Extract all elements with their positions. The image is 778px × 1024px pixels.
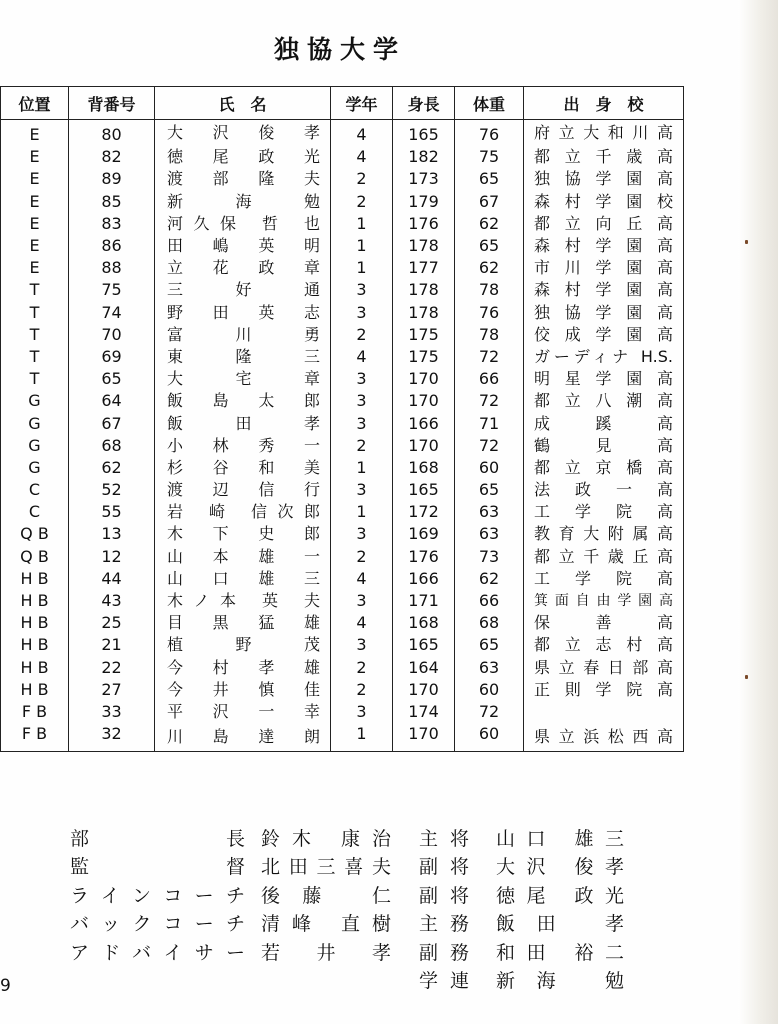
player-height: 168 (393, 612, 455, 634)
player-position: E (1, 146, 69, 168)
player-year: 3 (331, 701, 393, 723)
table-row (1, 546, 684, 568)
player-name: 小 林 秀 一 (155, 435, 331, 457)
player-school: 正則学院高 (524, 679, 684, 701)
player-name: 山 口 雄 三 (155, 568, 331, 590)
player-weight: 63 (455, 523, 524, 545)
header-height: 身長 (393, 87, 455, 120)
student-name: 新海 勉 (496, 970, 624, 993)
player-number: 89 (69, 168, 155, 190)
player-position: T (1, 279, 69, 301)
staff-row (70, 937, 624, 966)
player-height: 177 (393, 257, 455, 279)
player-position: E (1, 191, 69, 213)
player-position: H B (1, 657, 69, 679)
player-weight: 72 (455, 435, 524, 457)
player-position: E (1, 120, 69, 147)
player-height: 166 (393, 568, 455, 590)
player-school: 工 学 院 高 (524, 568, 684, 590)
player-year: 3 (331, 590, 393, 612)
player-weight: 65 (455, 634, 524, 656)
player-number: 80 (69, 120, 155, 147)
staff-spacer (391, 823, 419, 852)
player-position: T (1, 302, 69, 324)
player-number: 33 (69, 701, 155, 723)
player-weight: 63 (455, 657, 524, 679)
table-row (1, 346, 684, 368)
page-edge (738, 0, 778, 1024)
player-number: 67 (69, 412, 155, 434)
player-name: 三 好 通 (155, 279, 331, 301)
table-row (1, 324, 684, 346)
staff-spacer (469, 909, 496, 938)
player-position: G (1, 390, 69, 412)
player-height: 168 (393, 457, 455, 479)
staff-name: 清峰 直樹 (261, 913, 391, 936)
staff-body (70, 823, 624, 994)
player-year: 1 (331, 257, 393, 279)
staff-name: 北田三喜夫 (261, 856, 391, 879)
player-school: 都立千歳高 (524, 146, 684, 168)
table-row (1, 146, 684, 168)
player-height: 175 (393, 346, 455, 368)
table-row (1, 435, 684, 457)
table-row (1, 213, 684, 235)
player-school (524, 701, 684, 723)
header-year: 学年 (331, 87, 393, 120)
student-name: 和田 裕二 (496, 941, 624, 964)
staff-spacer (391, 852, 419, 881)
player-school: 保 善 高 (524, 612, 684, 634)
player-weight: 78 (455, 279, 524, 301)
player-name: 渡 辺 信 行 (155, 479, 331, 501)
player-school: 教育大附属高 (524, 523, 684, 545)
player-position: G (1, 412, 69, 434)
player-year: 1 (331, 457, 393, 479)
player-position: E (1, 213, 69, 235)
player-name: 岩 崎 信次郎 (155, 501, 331, 523)
player-weight: 60 (455, 679, 524, 701)
player-year: 3 (331, 412, 393, 434)
player-number: 32 (69, 723, 155, 752)
player-name: 立 花 政 章 (155, 257, 331, 279)
player-school: 都立志村高 (524, 634, 684, 656)
player-school: 独協学園高 (524, 168, 684, 190)
roster-header-row (1, 87, 684, 120)
player-number: 68 (69, 435, 155, 457)
table-row (1, 723, 684, 752)
player-name: 大 沢 俊 孝 (155, 120, 331, 147)
player-name: 川 島 達 朗 (155, 723, 331, 752)
player-school: 箕面自由学園高 (524, 590, 684, 612)
player-weight: 65 (455, 479, 524, 501)
staff-row (70, 823, 624, 852)
player-name: 富 川 勇 (155, 324, 331, 346)
player-year: 3 (331, 479, 393, 501)
player-height: 178 (393, 302, 455, 324)
player-name: 今 井 慎 佳 (155, 679, 331, 701)
player-height: 173 (393, 168, 455, 190)
player-name: 田 嶋 英 明 (155, 235, 331, 257)
player-year: 2 (331, 191, 393, 213)
player-height: 182 (393, 146, 455, 168)
player-school: 府立大和川高 (524, 120, 684, 147)
player-year: 3 (331, 634, 393, 656)
player-year: 1 (331, 235, 393, 257)
player-year: 2 (331, 657, 393, 679)
paper-speck (745, 675, 748, 679)
player-height: 170 (393, 390, 455, 412)
student-name: 山口 雄三 (496, 827, 624, 850)
table-row (1, 612, 684, 634)
player-weight: 65 (455, 168, 524, 190)
player-school: ガーディナ H.S. (524, 346, 684, 368)
student-role: 副将 (419, 856, 469, 879)
player-number: 74 (69, 302, 155, 324)
player-height: 176 (393, 546, 455, 568)
player-school: 都立京橋高 (524, 457, 684, 479)
staff-name: 鈴木 康治 (261, 827, 391, 850)
player-name: 河久保 哲 也 (155, 213, 331, 235)
player-weight: 68 (455, 612, 524, 634)
player-name: 飯 田 孝 (155, 412, 331, 434)
player-position: T (1, 368, 69, 390)
player-weight: 72 (455, 701, 524, 723)
player-weight: 73 (455, 546, 524, 568)
player-year: 3 (331, 302, 393, 324)
player-weight: 60 (455, 723, 524, 752)
player-height: 172 (393, 501, 455, 523)
player-weight: 66 (455, 368, 524, 390)
player-weight: 76 (455, 302, 524, 324)
player-number: 25 (69, 612, 155, 634)
player-position: G (1, 457, 69, 479)
staff-table (70, 823, 624, 994)
player-height: 179 (393, 191, 455, 213)
player-height: 165 (393, 120, 455, 147)
page-number: 9 (0, 976, 11, 996)
player-position: T (1, 346, 69, 368)
player-number: 75 (69, 279, 155, 301)
table-row (1, 657, 684, 679)
player-school: 明星学園高 (524, 368, 684, 390)
header-name: 氏 名 (155, 87, 331, 120)
player-weight: 71 (455, 412, 524, 434)
player-school: 工 学 院 高 (524, 501, 684, 523)
table-row (1, 412, 684, 434)
player-weight: 66 (455, 590, 524, 612)
player-year: 1 (331, 723, 393, 752)
table-row (1, 368, 684, 390)
student-role: 副務 (419, 941, 469, 964)
player-weight: 72 (455, 390, 524, 412)
player-height: 165 (393, 634, 455, 656)
page-title: 独協大学 (273, 35, 406, 64)
player-height: 171 (393, 590, 455, 612)
player-name: 渡 部 隆 夫 (155, 168, 331, 190)
player-weight: 75 (455, 146, 524, 168)
staff-spacer (391, 937, 419, 966)
player-year: 4 (331, 612, 393, 634)
player-year: 4 (331, 146, 393, 168)
player-name: 目 黒 猛 雄 (155, 612, 331, 634)
player-school: 県立春日部高 (524, 657, 684, 679)
player-year: 3 (331, 523, 393, 545)
staff-spacer (391, 909, 419, 938)
table-row (1, 479, 684, 501)
player-weight: 62 (455, 213, 524, 235)
player-school: 森村学園高 (524, 279, 684, 301)
player-name: 平 沢 一 幸 (155, 701, 331, 723)
player-height: 164 (393, 657, 455, 679)
player-height: 175 (393, 324, 455, 346)
player-weight: 78 (455, 324, 524, 346)
player-school: 森村学園校 (524, 191, 684, 213)
player-number: 52 (69, 479, 155, 501)
student-role: 副将 (419, 884, 469, 907)
player-height: 176 (393, 213, 455, 235)
staff-role: バックコーチ (70, 913, 245, 936)
student-name: 大沢 俊孝 (496, 856, 624, 879)
staff-role: 部 長 (70, 827, 245, 850)
player-number: 83 (69, 213, 155, 235)
header-position: 位置 (1, 87, 69, 120)
player-year: 2 (331, 168, 393, 190)
staff-role: ラインコーチ (70, 884, 245, 907)
staff-name: 若 井 孝 (261, 941, 391, 964)
player-height: 170 (393, 723, 455, 752)
staff-name: 後藤 仁 (261, 884, 391, 907)
player-year: 4 (331, 120, 393, 147)
player-position: H B (1, 612, 69, 634)
player-position: G (1, 435, 69, 457)
staff-spacer (469, 880, 496, 909)
staff-spacer (391, 880, 419, 909)
player-position: T (1, 324, 69, 346)
player-school: 法 政 一 高 (524, 479, 684, 501)
header-weight: 体重 (455, 87, 524, 120)
player-year: 2 (331, 435, 393, 457)
player-height: 170 (393, 435, 455, 457)
paper-speck (745, 240, 748, 244)
table-row (1, 568, 684, 590)
table-row (1, 679, 684, 701)
staff-spacer (469, 823, 496, 852)
player-name: 野 田 英 志 (155, 302, 331, 324)
staff-row (70, 909, 624, 938)
player-position: H B (1, 679, 69, 701)
table-row (1, 235, 684, 257)
player-position: H B (1, 634, 69, 656)
player-school: 市川学園高 (524, 257, 684, 279)
player-height: 166 (393, 412, 455, 434)
player-number: 70 (69, 324, 155, 346)
student-name: 飯田 孝 (496, 913, 624, 936)
player-position: H B (1, 568, 69, 590)
player-year: 2 (331, 679, 393, 701)
player-weight: 62 (455, 568, 524, 590)
player-weight: 65 (455, 235, 524, 257)
player-number: 88 (69, 257, 155, 279)
player-position: E (1, 235, 69, 257)
player-height: 170 (393, 368, 455, 390)
table-row (1, 701, 684, 723)
player-height: 178 (393, 279, 455, 301)
player-weight: 60 (455, 457, 524, 479)
student-role: 主務 (419, 913, 469, 936)
player-year: 1 (331, 213, 393, 235)
player-number: 12 (69, 546, 155, 568)
table-row (1, 191, 684, 213)
player-number: 27 (69, 679, 155, 701)
staff-role: 監 督 (70, 856, 245, 879)
player-school: 鶴 見 高 (524, 435, 684, 457)
header-number: 背番号 (69, 87, 155, 120)
player-school: 都立千歳丘高 (524, 546, 684, 568)
player-position: H B (1, 590, 69, 612)
table-row (1, 501, 684, 523)
table-row (1, 168, 684, 190)
table-row (1, 590, 684, 612)
player-year: 1 (331, 501, 393, 523)
staff-row (70, 852, 624, 881)
table-row (1, 634, 684, 656)
table-row (1, 279, 684, 301)
player-name: 新 海 勉 (155, 191, 331, 213)
player-height: 178 (393, 235, 455, 257)
player-number: 65 (69, 368, 155, 390)
player-year: 4 (331, 346, 393, 368)
player-year: 2 (331, 546, 393, 568)
player-number: 85 (69, 191, 155, 213)
player-number: 13 (69, 523, 155, 545)
player-school: 県立浜松西高 (524, 723, 684, 752)
table-row (1, 120, 684, 147)
player-number: 44 (69, 568, 155, 590)
player-school: 独協学園高 (524, 302, 684, 324)
student-name: 徳尾 政光 (496, 884, 624, 907)
player-name: 植 野 茂 (155, 634, 331, 656)
player-name: 山 本 雄 一 (155, 546, 331, 568)
player-name: 木ノ本 英 夫 (155, 590, 331, 612)
roster-table (0, 86, 684, 752)
player-school: 佼成学園高 (524, 324, 684, 346)
student-role: 学連 (419, 970, 469, 993)
roster-body (1, 120, 684, 752)
player-weight: 63 (455, 501, 524, 523)
player-name: 今 村 孝 雄 (155, 657, 331, 679)
player-height: 165 (393, 479, 455, 501)
staff-role (70, 966, 255, 995)
player-weight: 72 (455, 346, 524, 368)
player-number: 21 (69, 634, 155, 656)
player-name: 飯 島 太 郎 (155, 390, 331, 412)
player-year: 3 (331, 279, 393, 301)
staff-name (261, 966, 391, 995)
player-number: 69 (69, 346, 155, 368)
table-row (1, 523, 684, 545)
player-weight: 62 (455, 257, 524, 279)
player-position: Q B (1, 546, 69, 568)
table-row (1, 257, 684, 279)
player-name: 杉 谷 和 美 (155, 457, 331, 479)
staff-spacer (469, 852, 496, 881)
player-number: 43 (69, 590, 155, 612)
player-position: F B (1, 723, 69, 752)
player-position: C (1, 501, 69, 523)
student-role: 主将 (419, 827, 469, 850)
player-weight: 76 (455, 120, 524, 147)
header-school: 出 身 校 (524, 87, 684, 120)
table-row (1, 457, 684, 479)
player-name: 徳 尾 政 光 (155, 146, 331, 168)
staff-spacer (391, 966, 419, 995)
player-number: 62 (69, 457, 155, 479)
player-weight: 67 (455, 191, 524, 213)
player-position: E (1, 257, 69, 279)
player-number: 55 (69, 501, 155, 523)
player-number: 22 (69, 657, 155, 679)
player-number: 86 (69, 235, 155, 257)
player-year: 4 (331, 568, 393, 590)
player-school: 成 蹊 高 (524, 412, 684, 434)
player-height: 170 (393, 679, 455, 701)
player-school: 都立向丘高 (524, 213, 684, 235)
staff-spacer (469, 966, 496, 995)
player-number: 64 (69, 390, 155, 412)
staff-row (70, 880, 624, 909)
player-height: 174 (393, 701, 455, 723)
staff-role: アドバイサー (70, 941, 245, 964)
player-name: 大 宅 章 (155, 368, 331, 390)
player-school: 都立八潮高 (524, 390, 684, 412)
staff-spacer (469, 937, 496, 966)
player-year: 2 (331, 324, 393, 346)
player-name: 木 下 史 郎 (155, 523, 331, 545)
player-number: 82 (69, 146, 155, 168)
player-year: 3 (331, 368, 393, 390)
player-year: 3 (331, 390, 393, 412)
player-position: F B (1, 701, 69, 723)
player-school: 森村学園高 (524, 235, 684, 257)
player-position: C (1, 479, 69, 501)
player-height: 169 (393, 523, 455, 545)
player-position: Q B (1, 523, 69, 545)
staff-row (70, 966, 624, 995)
table-row (1, 302, 684, 324)
table-row (1, 390, 684, 412)
player-name: 東 隆 三 (155, 346, 331, 368)
player-position: E (1, 168, 69, 190)
